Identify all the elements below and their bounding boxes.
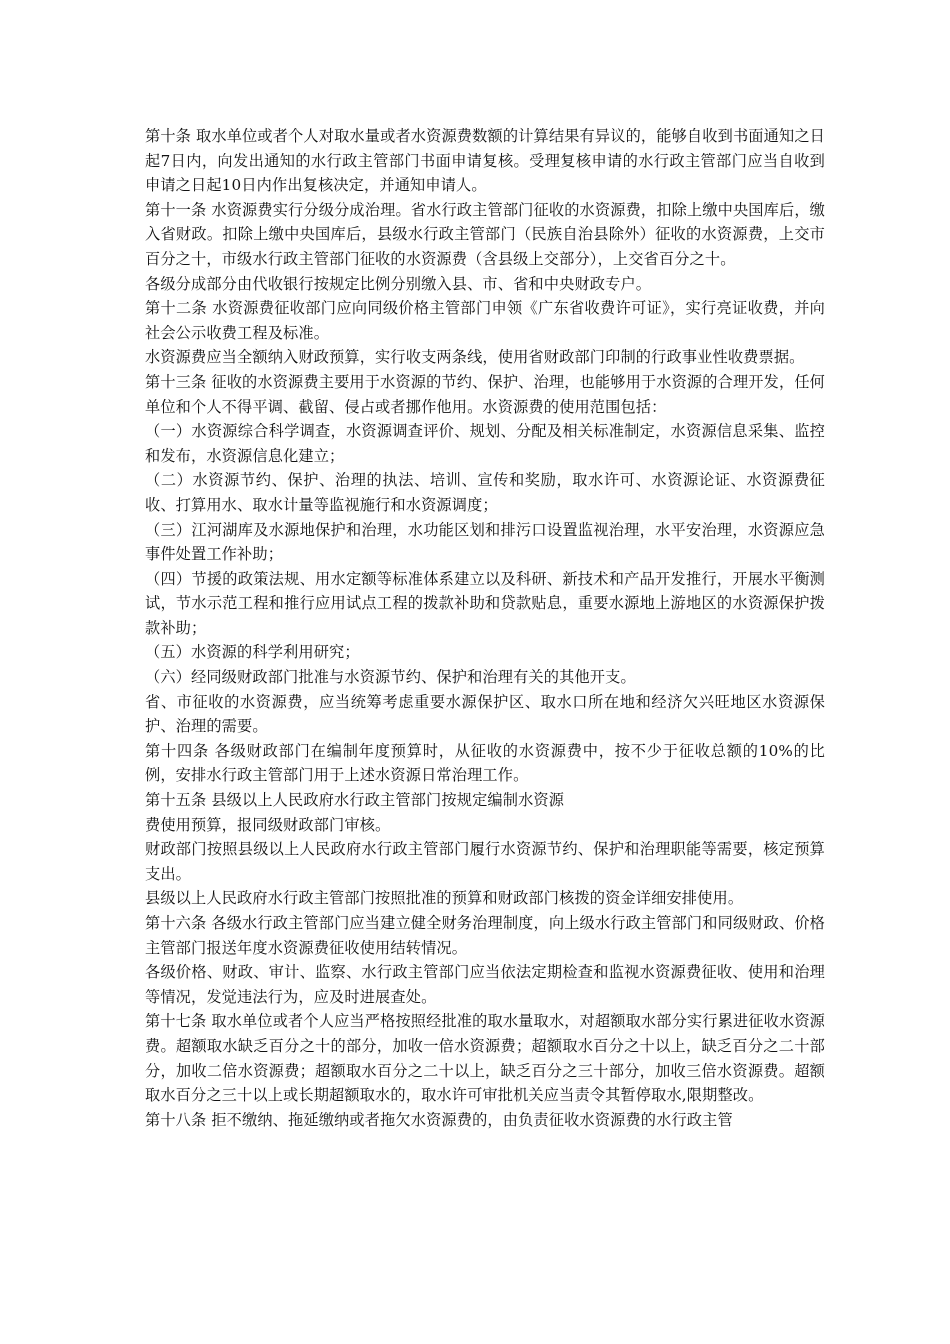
paragraph-article-12: 第十二条 水资源费征收部门应向同级价格主管部门申领《广东省收费许可证》，实行亮证收费，并向社会公示收费工程及标准。	[145, 299, 825, 342]
paragraph-article-12-budget: 水资源费应当全额纳入财政预算，实行收支两条线，使用省财政部门印制的行政事业性收费票据。	[145, 348, 805, 367]
paragraph-article-14: 第十四条 各级财政部门在编制年度预算时，从征收的水资源费中，按不少于征收总额的10%的比例，安排水行政主管部门用于上述水资源日常治理工作。	[145, 741, 825, 785]
paragraph-article-15-finance: 财政部门按照县级以上人民政府水行政主管部门履行水资源节约、保护和治理职能等需要，核定预算支出。	[145, 840, 825, 883]
paragraph-article-15-usage: 县级以上人民政府水行政主管部门按照批准的预算和财政部门核拨的资金详细安排使用。	[145, 889, 744, 908]
paragraph-article-13-provincial: 省、市征收的水资源费，应当统筹考虑重要水源保护区、取水口所在地和经济欠兴旺地区水资源保护、治理的需要。	[145, 692, 825, 736]
paragraph-article-13: 第十三条 征收的水资源费主要用于水资源的节约、保护、治理，也能够用于水资源的合理开发，任何单位和个人不得平调、截留、侵占或者挪作他用。水资源费的使用范围包括：	[145, 372, 825, 416]
paragraph-article-17: 第十七条 取水单位或者个人应当严格按照经批准的取水量取水，对超额取水部分实行累进征收水资源费。超额取水缺乏百分之十的部分，加收一倍水资源费；超额取水百分之十以上，缺乏百分之二十部分，加收二倍水资源费；超额取水百分之二十以上，缺乏百分之三十部分，加收三倍水资源费。超额取水百分之三十以上或长期超额取水的，取水许可审批机关应当责令其暂停取水,限期整改。	[145, 1012, 825, 1105]
list-item-3: （三）江河湖库及水源地保护和治理，水功能区划和排污口设置监视治理，水平安治理，水资源应急事件处置工作补助；	[145, 520, 825, 564]
list-item-6: （六）经同级财政部门批准与水资源节约、保护和治理有关的其他开支。	[145, 668, 636, 687]
paragraph-article-16-inspection: 各级价格、财政、审计、监察、水行政主管部门应当依法定期检查和监视水资源费征收、使用和治理等情况，发觉违法行为，应及时进展查处。	[145, 963, 825, 1006]
list-item-5: （五）水资源的科学利用研究；	[145, 643, 360, 662]
paragraph-article-16: 第十六条 各级水行政主管部门应当建立健全财务治理制度，向上级水行政主管部门和同级财政、价格主管部门报送年度水资源费征收使用结转情况。	[145, 914, 825, 957]
paragraph-article-15-cont: 费使用预算，报同级财政部门审核。	[145, 815, 391, 834]
paragraph-article-11-remittance: 各级分成部分由代收银行按规定比例分别缴入县、市、省和中央财政专户。	[145, 274, 652, 293]
paragraph-article-11: 第十一条 水资源费实行分级分成治理。省水行政主管部门征收的水资源费，扣除上缴中央国库后，缴入省财政。扣除上缴中央国库后，县级水行政主管部门（民族自治县除外）征收的水资源费，上交市百分之十，市级水行政主管部门征收的水资源费（含县级上交部分），上交省百分之十。	[145, 200, 825, 268]
paragraph-article-15: 第十五条 县级以上人民政府水行政主管部门按规定编制水资源	[145, 791, 565, 810]
list-item-1: （一）水资源综合科学调查，水资源调查评价、规划、分配及相关标准制定，水资源信息采集、监控和发布，水资源信息化建立；	[145, 422, 825, 465]
paragraph-article-10: 第十条 取水单位或者个人对取水量或者水资源费数额的计算结果有异议的，能够自收到书面通知之日起7日内，向发出通知的水行政主管部门书面申请复核。受理复核申请的水行政主管部门应当自收到申请之日起10日内作出复核决定，并通知申请人。	[145, 127, 825, 195]
list-item-2: （二）水资源节约、保护、治理的执法、培训、宣传和奖励，取水许可、水资源论证、水资源费征收、打算用水、取水计量等监视施行和水资源调度；	[145, 471, 825, 514]
paragraph-article-18: 第十八条 拒不缴纳、拖延缴纳或者拖欠水资源费的，由负责征收水资源费的水行政主管	[145, 1110, 733, 1129]
list-item-4: （四）节援的政策法规、用水定额等标准体系建立以及科研、新技术和产品开发推行，开展水平衡测试，节水示范工程和推行应用试点工程的拨款补助和贷款贴息，重要水源地上游地区的水资源保护拨款补助；	[145, 569, 825, 637]
document-body	[145, 124, 825, 1132]
